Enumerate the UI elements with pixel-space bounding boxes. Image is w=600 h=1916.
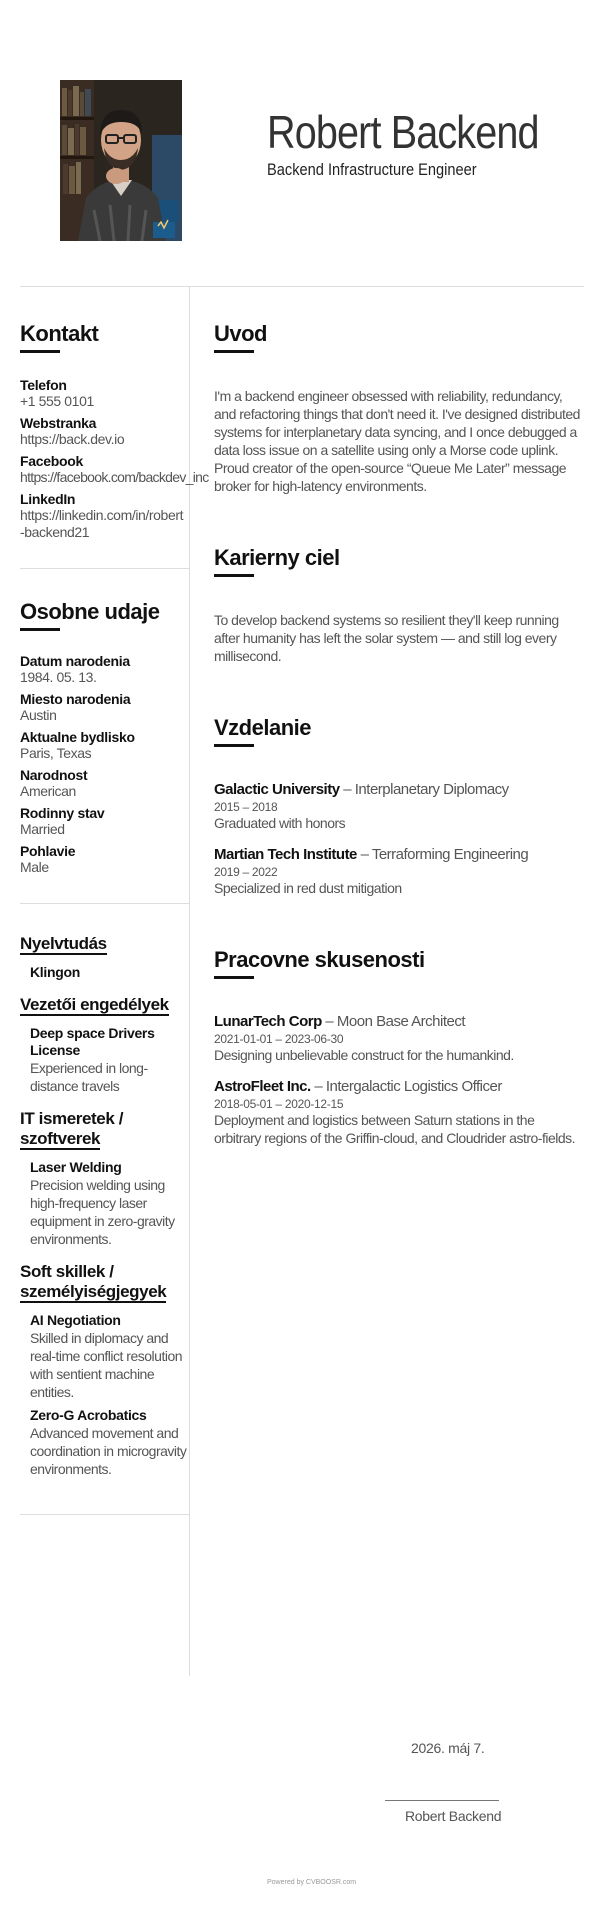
skill-group-title: IT ismeretek / — [20, 1109, 124, 1128]
education-entry — [214, 846, 584, 897]
skill-item — [20, 1407, 190, 1478]
experience-entry — [214, 1078, 584, 1147]
personal-value: Austin — [20, 707, 57, 723]
skill-group-title-cont: szoftverek — [20, 1129, 101, 1148]
linkedin-link[interactable]: https://linkedin.com/in/robert-backend21 — [20, 507, 184, 540]
education-heading: Vzdelanie — [214, 715, 311, 740]
signature-line — [385, 1800, 499, 1801]
job-title: Moon Base Architect — [336, 1013, 465, 1030]
skill-group-heading — [20, 1109, 190, 1149]
experience-entry-title: AstroFleet Inc. – Intergalactic Logistics Officer — [214, 1078, 502, 1095]
school-name: Galactic University — [214, 781, 340, 798]
personal-label: Miesto narodenia — [20, 691, 131, 707]
skill-description: Advanced movement and coordination in microgravity environments. — [30, 1425, 187, 1477]
personal-value: Married — [20, 821, 65, 837]
experience-dates: 2018-05-01 – 2020-12-15 — [214, 1097, 344, 1111]
skill-group-title: Vezetői engedélyek — [20, 995, 169, 1014]
skill-group-heading — [20, 934, 190, 954]
skill-description: Precision welding using high-frequency laser equipment in zero-gravity environments. — [30, 1177, 175, 1247]
goal-heading: Karierny ciel — [214, 545, 340, 570]
personal-label: Pohlavie — [20, 843, 76, 859]
personal-item — [20, 767, 190, 800]
experience-heading: Pracovne skusenosti — [214, 947, 425, 972]
contact-heading: Kontakt — [20, 321, 99, 346]
skill-name: Deep space Drivers License — [30, 1025, 155, 1058]
personal-item — [20, 691, 190, 724]
contact-label: Telefon — [20, 377, 67, 393]
contact-item — [20, 415, 190, 448]
contact-section — [20, 287, 209, 541]
contact-label: LinkedIn — [20, 491, 76, 507]
skill-name: Laser Welding — [30, 1159, 122, 1175]
intro-heading: Uvod — [214, 321, 267, 346]
personal-item — [20, 805, 190, 838]
section-divider — [20, 1514, 190, 1515]
education-description: Specialized in red dust mitigation — [214, 880, 402, 896]
contact-item — [20, 491, 190, 541]
goal-section — [214, 495, 584, 665]
website-link[interactable]: https://back.dev.io — [20, 431, 125, 447]
contact-item — [20, 377, 190, 410]
goal-text: To develop backend systems so resilient they'll keep running after humanity has left the solar system — and still log every millisecond. — [214, 612, 559, 664]
education-entry — [214, 781, 584, 832]
skill-group-title: Nyelvtudás — [20, 934, 107, 953]
skill-description: Skilled in diplomacy and real-time conflict resolution with sentient machine entities. — [30, 1330, 183, 1400]
experience-description: Deployment and logistics between Saturn stations in the orbitrary regions of the Griffin-cloud, and Cloudrider astro-fields. — [214, 1112, 576, 1146]
experience-dates: 2021-01-01 – 2023-06-30 — [214, 1032, 344, 1046]
education-dates: 2019 – 2022 — [214, 865, 278, 879]
personal-label: Datum narodenia — [20, 653, 130, 669]
portrait-image — [60, 80, 182, 241]
candidate-name: Robert Backend — [267, 106, 539, 158]
skill-name: Zero-G Acrobatics — [30, 1407, 147, 1423]
personal-item — [20, 653, 190, 686]
job-title: Intergalactic Logistics Officer — [325, 1078, 502, 1095]
signature-name: Robert Backend — [405, 1808, 502, 1824]
experience-entry — [214, 1013, 584, 1064]
personal-item — [20, 729, 190, 762]
phone-value[interactable]: +1 555 0101 — [20, 393, 94, 409]
document-date: 2026. máj 7. — [411, 1740, 485, 1756]
personal-value: American — [20, 783, 76, 799]
personal-heading: Osobne udaje — [20, 599, 160, 624]
candidate-title: Backend Infrastructure Engineer — [267, 160, 477, 179]
profile-photo — [60, 80, 182, 241]
contact-label: Facebook — [20, 453, 83, 469]
facebook-link[interactable]: https://facebook.com/backdev_inc — [20, 469, 209, 485]
personal-label: Aktualne bydlisko — [20, 729, 135, 745]
personal-value: 1984. 05. 13. — [20, 669, 97, 685]
skill-group-title-cont: személyiségjegyek — [20, 1282, 167, 1301]
intro-text: I'm a backend engineer obsessed with reliability, redundancy, and refactoring things that don't need it. I've designed distributed systems for interplanetary data syncing, and I once debugged a data loss issue on a satellite using only a Morse code uplink. Proud creator of the open-source “Queue Me Later” message broker for high-latency environments. — [214, 388, 580, 494]
company-name: AstroFleet Inc. — [214, 1078, 311, 1095]
personal-label: Rodinny stav — [20, 805, 105, 821]
skill-item — [20, 1312, 190, 1401]
skill-item — [20, 1025, 190, 1095]
education-description: Graduated with honors — [214, 815, 346, 831]
skill-description: Experienced in long-distance travels — [30, 1060, 148, 1094]
contact-item — [20, 453, 209, 486]
education-entry-title: Galactic University – Interplanetary Diplomacy — [214, 781, 509, 798]
contact-label: Webstranka — [20, 415, 97, 431]
education-dates: 2015 – 2018 — [214, 800, 278, 814]
skill-group-title: Soft skillek / — [20, 1262, 114, 1281]
skill-name: Klingon — [30, 964, 80, 980]
skill-group-heading — [20, 1262, 190, 1302]
left-column — [20, 287, 209, 1515]
degree-name: Interplanetary Diplomacy — [354, 781, 509, 798]
education-entry-title: Martian Tech Institute – Terraforming Engineering — [214, 846, 529, 863]
education-section — [214, 665, 584, 897]
experience-description: Designing unbelievable construct for the humankind. — [214, 1047, 514, 1063]
skills-section — [20, 904, 190, 1478]
powered-by-link[interactable]: Powered by CVBOOSR.com — [267, 1879, 357, 1886]
skill-item — [20, 964, 190, 981]
personal-section — [20, 569, 190, 876]
experience-section — [214, 897, 584, 1147]
personal-value: Male — [20, 859, 49, 875]
right-column — [214, 287, 584, 1147]
school-name: Martian Tech Institute — [214, 846, 357, 863]
skill-name: AI Negotiation — [30, 1312, 121, 1328]
skill-item — [20, 1159, 190, 1248]
experience-entry-title: LunarTech Corp – Moon Base Architect — [214, 1013, 465, 1030]
intro-section — [214, 287, 584, 495]
personal-value: Paris, Texas — [20, 745, 92, 761]
company-name: LunarTech Corp — [214, 1013, 322, 1030]
degree-name: Terraforming Engineering — [371, 846, 529, 863]
skill-group-heading — [20, 995, 190, 1015]
personal-item — [20, 843, 190, 876]
personal-label: Narodnost — [20, 767, 88, 783]
